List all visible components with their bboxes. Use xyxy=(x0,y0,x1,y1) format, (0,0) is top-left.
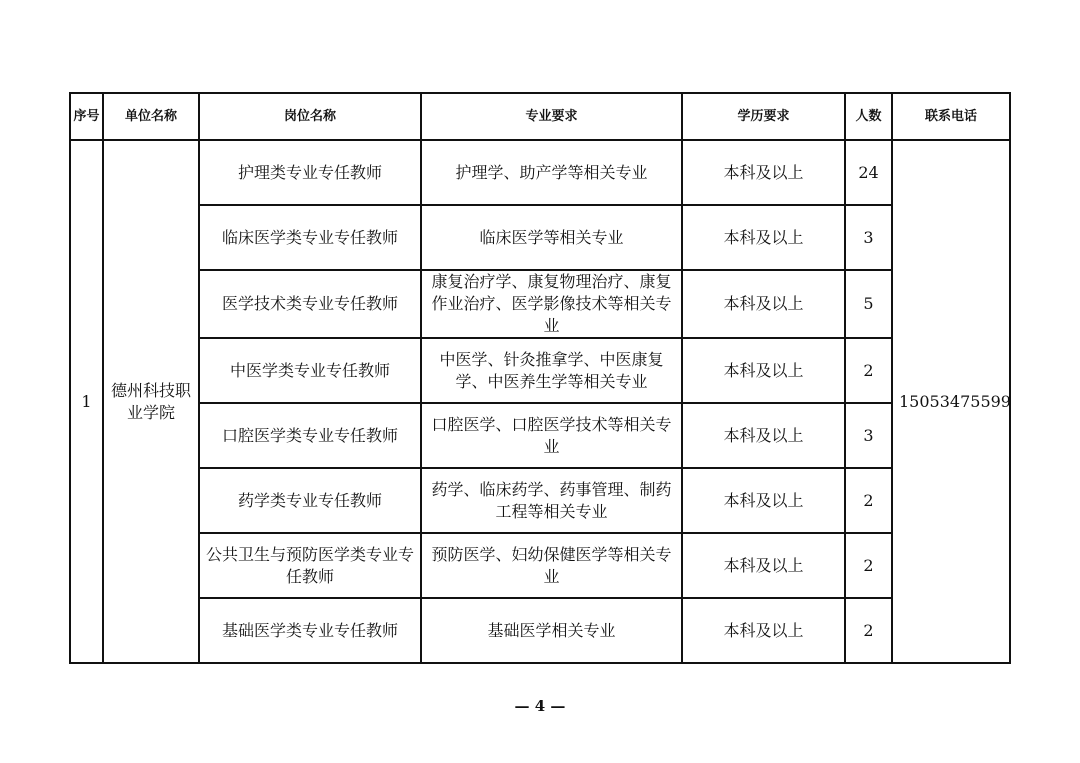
headcount: 2 xyxy=(845,338,892,403)
headcount: 2 xyxy=(845,533,892,598)
education-requirement: 本科及以上 xyxy=(682,533,845,598)
header-count: 人数 xyxy=(845,93,892,140)
headcount: 5 xyxy=(845,270,892,338)
position-name: 护理类专业专任教师 xyxy=(199,140,421,205)
headcount: 2 xyxy=(845,468,892,533)
recruitment-table xyxy=(69,92,1011,664)
position-name: 医学技术类专业专任教师 xyxy=(199,270,421,338)
headcount: 3 xyxy=(845,205,892,270)
education-requirement: 本科及以上 xyxy=(682,205,845,270)
unit-name: 德州科技职业学院 xyxy=(103,140,199,663)
major-requirement: 基础医学相关专业 xyxy=(421,598,682,663)
education-requirement: 本科及以上 xyxy=(682,338,845,403)
major-requirement: 预防医学、妇幼保健医学等相关专业 xyxy=(421,533,682,598)
major-requirement: 临床医学等相关专业 xyxy=(421,205,682,270)
major-requirement: 护理学、助产学等相关专业 xyxy=(421,140,682,205)
position-name: 中医学类专业专任教师 xyxy=(199,338,421,403)
major-requirement: 康复治疗学、康复物理治疗、康复作业治疗、医学影像技术等相关专业 xyxy=(421,270,682,338)
row-index: 1 xyxy=(70,140,103,663)
table-row xyxy=(70,205,1010,270)
headcount: 2 xyxy=(845,598,892,663)
position-name: 临床医学类专业专任教师 xyxy=(199,205,421,270)
table-row xyxy=(70,270,1010,338)
table-row xyxy=(70,598,1010,663)
position-name: 公共卫生与预防医学类专业专任教师 xyxy=(199,533,421,598)
position-name: 基础医学类专业专任教师 xyxy=(199,598,421,663)
contact-phone: 15053475599 xyxy=(892,140,1010,663)
position-name: 药学类专业专任教师 xyxy=(199,468,421,533)
table-row xyxy=(70,338,1010,403)
education-requirement: 本科及以上 xyxy=(682,270,845,338)
header-major: 专业要求 xyxy=(421,93,682,140)
page-number: — 4 — xyxy=(514,697,566,715)
table-row xyxy=(70,140,1010,205)
table-row xyxy=(70,468,1010,533)
education-requirement: 本科及以上 xyxy=(682,598,845,663)
major-requirement: 药学、临床药学、药事管理、制药工程等相关专业 xyxy=(421,468,682,533)
major-requirement: 口腔医学、口腔医学技术等相关专业 xyxy=(421,403,682,468)
table-row xyxy=(70,533,1010,598)
header-phone: 联系电话 xyxy=(892,93,1010,140)
major-requirement: 中医学、针灸推拿学、中医康复学、中医养生学等相关专业 xyxy=(421,338,682,403)
header-position: 岗位名称 xyxy=(199,93,421,140)
position-name: 口腔医学类专业专任教师 xyxy=(199,403,421,468)
table-row xyxy=(70,403,1010,468)
education-requirement: 本科及以上 xyxy=(682,468,845,533)
header-index: 序号 xyxy=(70,93,103,140)
header-row xyxy=(70,93,1010,140)
headcount: 3 xyxy=(845,403,892,468)
header-unit: 单位名称 xyxy=(103,93,199,140)
education-requirement: 本科及以上 xyxy=(682,403,845,468)
headcount: 24 xyxy=(845,140,892,205)
header-education: 学历要求 xyxy=(682,93,845,140)
education-requirement: 本科及以上 xyxy=(682,140,845,205)
